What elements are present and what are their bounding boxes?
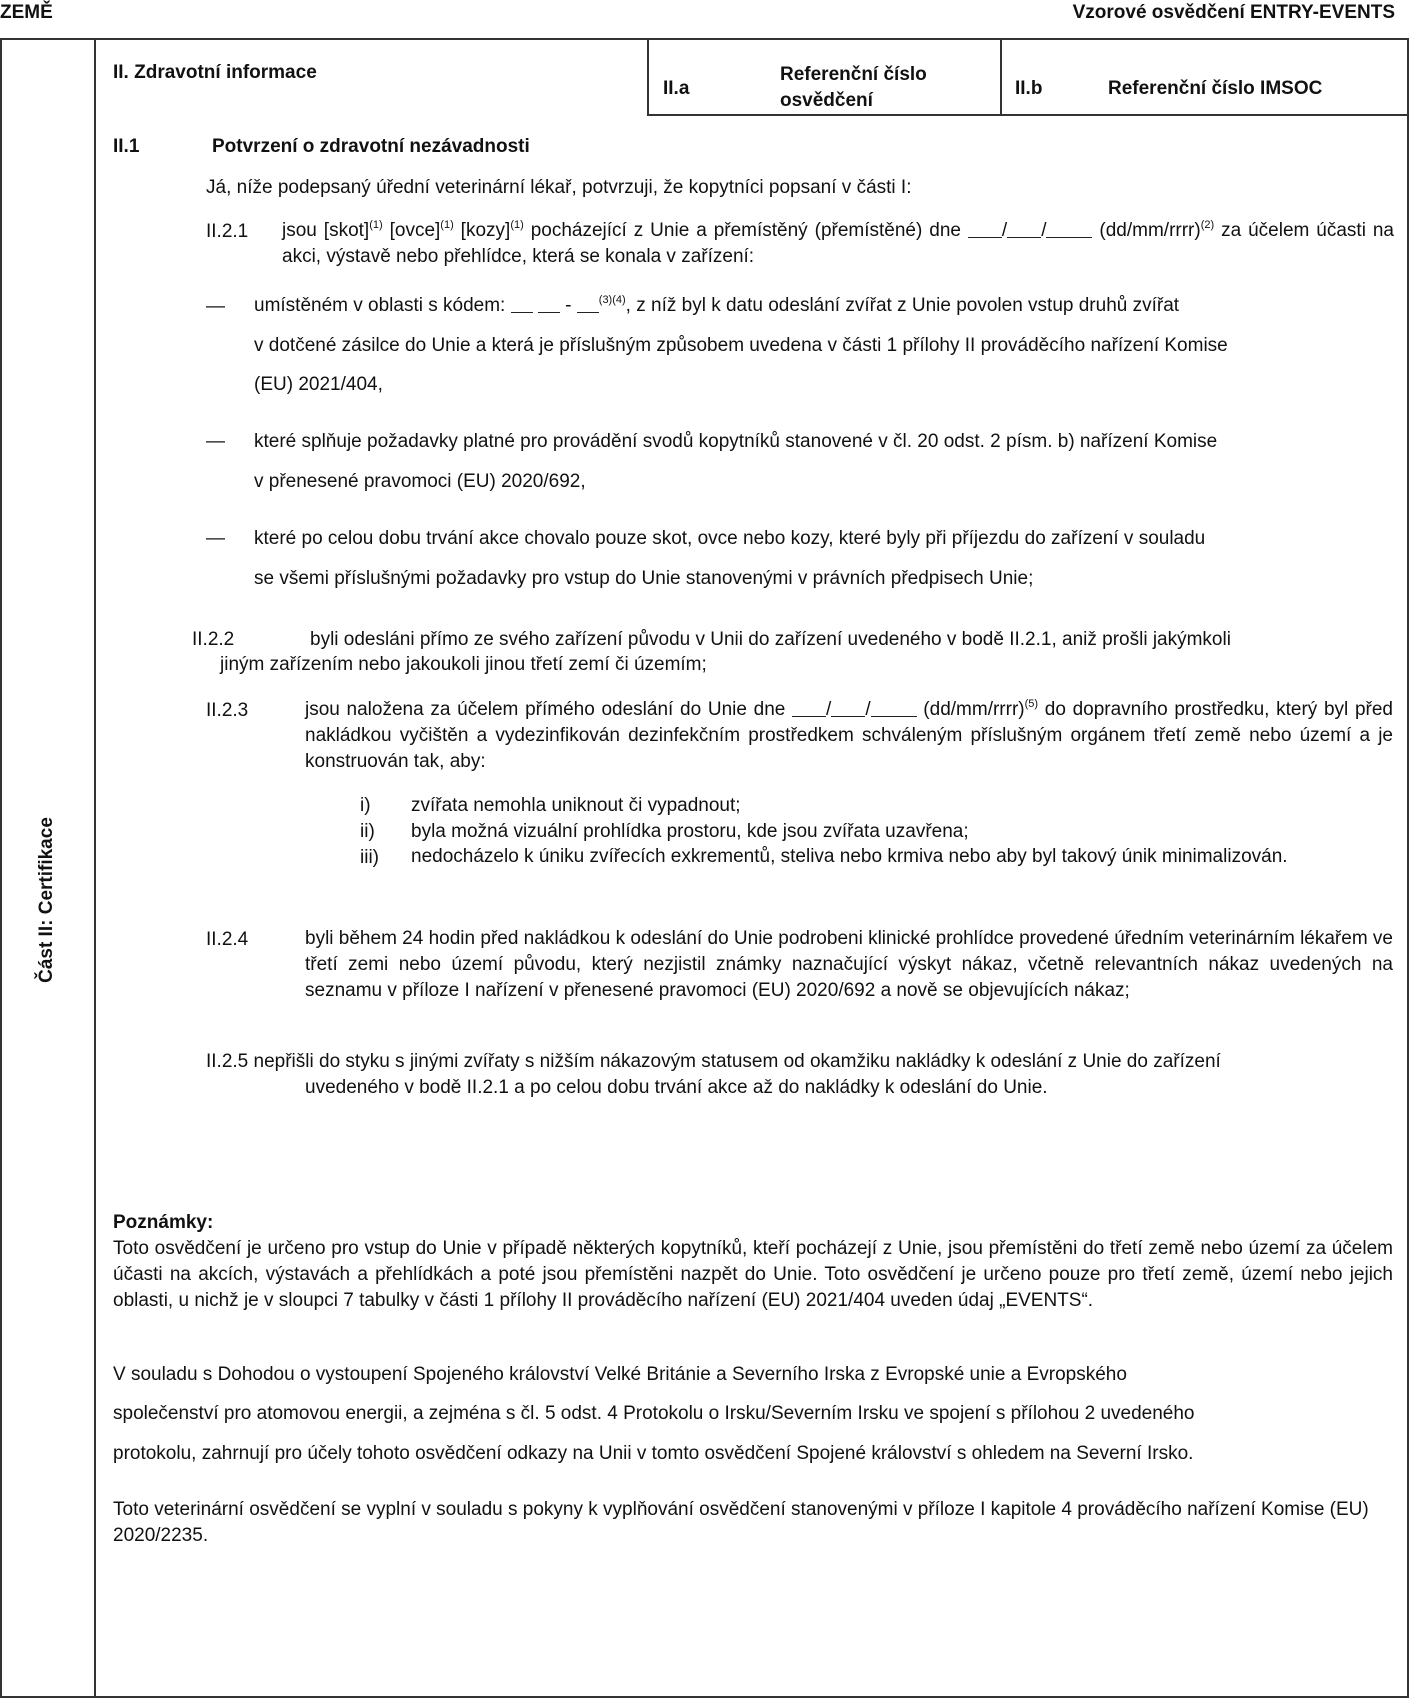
notes-paragraph-1: Toto osvědčení je určeno pro vstup do Unie v případě některých kopytníků, kteří pocházejí z Unie, jsou přemístěni do třetí země nebo území za účelem účasti na akcích, výstavách a přehlídkách a poté jsou přemístěni nazpět do Unie. Toto osvědčení je určeno pouze pro třetí země, území nebo jejich oblasti, u nichž je v sloupci 7 tabulky v části 1 přílohy II prováděcího nařízení (EU) 2021/404 uveden údaj „EVENTS“. <box>113 1238 1393 1311</box>
sub-item-code-i: i) <box>360 795 371 816</box>
blank-field <box>538 296 560 313</box>
ref-a-label: Referenční číslo osvědčení <box>780 64 927 111</box>
dash-bullet: — <box>206 296 225 317</box>
ref-b-label: Referenční číslo IMSOC <box>1108 78 1323 99</box>
sub-item-code-iii: iii) <box>360 847 379 868</box>
blank-field <box>968 221 1002 238</box>
sub-item-text-ii: byla možná vizuální prohlídka prostoru, kde jsou zvířata uzavřena; <box>411 821 969 842</box>
blank-field <box>1046 221 1092 238</box>
blank-field <box>871 700 917 717</box>
dash-bullet: — <box>206 528 225 549</box>
ref-a-divider <box>647 38 649 115</box>
sub-item-text-i: zvířata nemohla uniknout či vypadnout; <box>411 795 741 816</box>
ref-b-code: II.b <box>1015 78 1043 99</box>
attestation-intro: Já, níže podepsaný úřední veterinární lékař, potvrzuji, že kopytníci popsaní v části I: <box>206 177 912 198</box>
sub-item-code-ii: ii) <box>360 821 375 842</box>
sub-item-text-iii: nedocházelo k úniku zvířecích exkrementů, steliva nebo krmiva nebo aby byl takový únik minimalizován. <box>411 846 1288 867</box>
dash-item-3-line-1: které po celou dobu trvání akce chovalo pouze skot, ovce nebo kozy, které byly při příjezdu do zařízení v souladu <box>254 528 1206 549</box>
frame-left-line <box>0 38 2 1698</box>
item-code-2-2: II.2.2 <box>192 629 235 650</box>
item-code-2-3: II.2.3 <box>206 700 249 721</box>
item-text-2-5-line-2: uvedeného v bodě II.2.1 a po celou dobu trvání akce až do nakládky k odeslání do Unie. <box>305 1077 1048 1098</box>
notes-paragraph-2-line-3: protokolu, zahrnují pro účely tohoto osvědčení odkazy na Unii v tomto osvědčení Spojené království s ohledem na Severní Irsko. <box>113 1443 1194 1464</box>
side-label: Část II: Certifikace <box>36 817 57 983</box>
dash-item-1-line-1: umístěném v oblasti s kódem: - $^{(3)(4)}$, z níž byl k datu odeslání zvířat z Unie povolen vstup druhů zvířat <box>254 294 1180 316</box>
item-text-2-2-line-2: jiným zařízením nebo jakoukoli jinou třetí zemí či územím; <box>220 654 707 675</box>
attestation-title: Potvrzení o zdravotní nezávadnosti <box>212 136 530 157</box>
section-title: II. Zdravotní informace <box>113 62 317 83</box>
item-text-2-4: byli během 24 hodin před nakládkou k odeslání do Unie podrobeni klinické prohlídce provedené úředním veterinárním lékařem ve třetí zemi nebo území původu, který nezjistil známky naznačující výskyt nákaz, včetně relevantních nákaz uvedených na seznamu v příloze I nařízení v přenesené pravomoci (EU) 2020/692 a nově se objevujících nákaz; <box>305 928 1393 1001</box>
ref-b-divider <box>1000 38 1002 115</box>
notes-paragraph-2-line-1: V souladu s Dohodou o vystoupení Spojeného království Velké Británie a Severního Irska z Evropské unie a Evropského <box>113 1364 1127 1385</box>
item-code-2-5: II.2.5 <box>206 1051 249 1072</box>
item-text-2-3: jsou naložena za účelem přímého odeslání do Unie dne / / (dd/mm/rrrr)$^{(5)}$ do dopravního prostředku, který byl před nakládkou vyčištěn a vydezinfikován dezinfekčním prostředkem schváleným příslušným orgánem třetí země nebo území a je konstruován tak, aby: <box>305 698 1393 772</box>
ref-a-code: II.a <box>663 78 690 99</box>
dash-bullet: — <box>206 431 225 452</box>
dash-item-2-line-2: v přenesené pravomoci (EU) 2020/692, <box>254 471 586 492</box>
blank-field <box>511 296 533 313</box>
dash-item-1-line-3: (EU) 2021/404, <box>254 374 383 395</box>
country-label: ZEMĚ <box>0 2 53 23</box>
frame-bottom-line <box>0 1696 1409 1698</box>
dash-item-1-line-2: v dotčené zásilce do Unie a která je příslušným způsobem uvedena v části 1 přílohy II prováděcího nařízení Komise <box>254 335 1228 356</box>
ref-box-bottom-line <box>647 114 1409 116</box>
notes-paragraph-3: Toto veterinární osvědčení se vyplní v souladu s pokyny k vyplňování osvědčení stanovenými v příloze I kapitole 4 prováděcího nařízení Komise (EU) 2020/2235. <box>113 1499 1369 1546</box>
blank-field <box>577 296 599 313</box>
blank-field <box>792 700 826 717</box>
frame-right-line <box>1407 38 1409 1698</box>
dash-item-3-line-2: se všemi příslušnými požadavky pro vstup do Unie stanovenými v právních předpisech Unie; <box>254 568 1034 589</box>
certificate-name: Vzorové osvědčení ENTRY-EVENTS <box>1072 2 1395 23</box>
item-code-2-4: II.2.4 <box>206 929 249 950</box>
notes-paragraph-2-line-2: společenství pro atomovou energii, a zejména s čl. 5 odst. 4 Protokolu o Irsku/Severním Irsku ve spojení s přílohou 2 uvedeného <box>113 1403 1195 1424</box>
frame-top-line <box>0 38 1409 40</box>
blank-field <box>1007 221 1041 238</box>
blank-field <box>831 700 865 717</box>
frame-side-divider <box>94 38 96 1698</box>
attestation-code: II.1 <box>113 136 140 157</box>
item-text-2-2-line-1: byli odesláni přímo ze svého zařízení původu v Unii do zařízení uvedeného v bodě II.2.1, aniž prošli jakýmkoli <box>310 629 1231 650</box>
notes-title: Poznámky: <box>113 1212 214 1233</box>
item-code-2-1: II.2.1 <box>206 221 249 242</box>
dash-item-2-line-1: které splňuje požadavky platné pro provádění svodů kopytníků stanovené v čl. 20 odst. 2 písm. b) nařízení Komise <box>254 431 1218 452</box>
item-text-2-1: jsou [skot]$^{(1)}$ [ovce]$^{(1)}$ [kozy]$^{(1)}$ pocházející z Unie a přemístěný (přemístěné) dne / / (dd/mm/rrrr)$^{(2)}$ za účelem účasti na akci, výstavě nebo přehlídce, která se konala v zařízení: <box>282 219 1394 267</box>
item-text-2-5-line-1: II.2.5 nepřišli do styku s jinými zvířaty s nižším nákazovým statusem od okamžiku nakládky k odeslání z Unie do zařízení <box>206 1051 1221 1072</box>
